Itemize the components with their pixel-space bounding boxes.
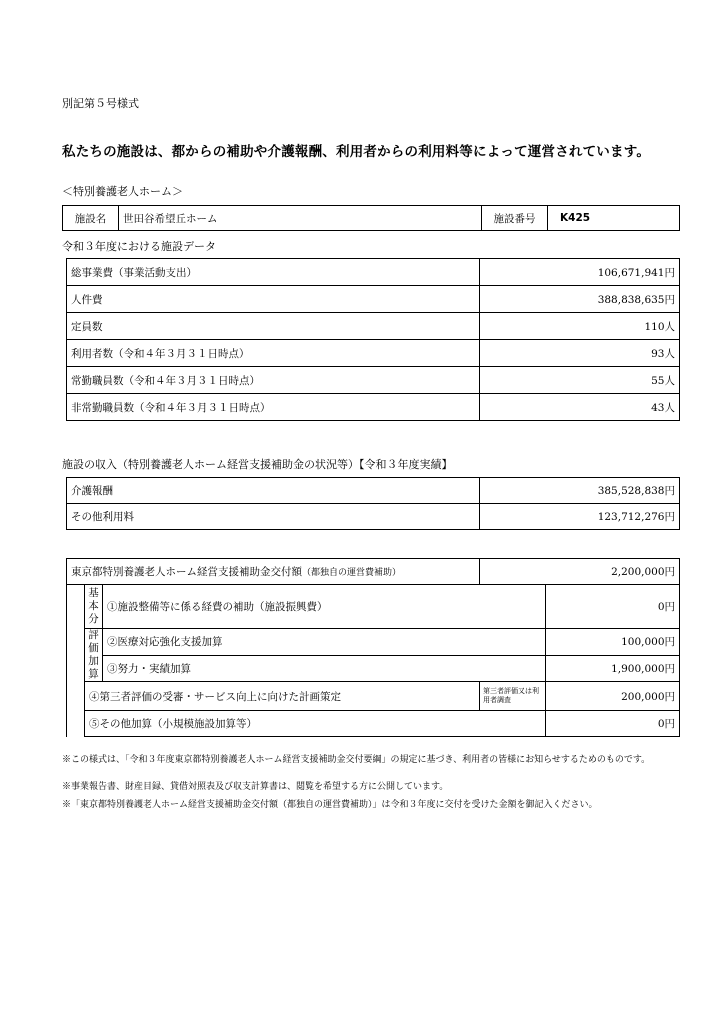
table-row bbox=[67, 655, 680, 682]
form-number: 別記第５号様式 bbox=[62, 97, 139, 110]
item2-value: 100,000円 bbox=[546, 629, 680, 656]
row-value: 385,528,838円 bbox=[480, 478, 680, 504]
table-row bbox=[67, 340, 680, 367]
subsidy-title-main: 東京都特別養護老人ホーム経営支援補助金交付額 bbox=[71, 566, 302, 578]
row-value: 123,712,276円 bbox=[480, 504, 680, 530]
table-row bbox=[67, 394, 680, 421]
subsidy-table bbox=[66, 558, 680, 737]
table-row bbox=[67, 367, 680, 394]
item5-label: ⑤その他加算（小規模施設加算等） bbox=[85, 711, 546, 737]
income-table bbox=[66, 477, 680, 530]
row-label: 総事業費（事業活動支出） bbox=[67, 259, 480, 286]
table-row bbox=[67, 559, 680, 585]
row-value: 106,671,941円 bbox=[480, 259, 680, 286]
item1-label: ①施設整備等に係る経費の補助（施設振興費） bbox=[103, 585, 546, 629]
eval-label: 評価加算 bbox=[85, 629, 103, 682]
row-label: 常勤職員数（令和４年３月３１日時点） bbox=[67, 367, 480, 394]
table-row bbox=[67, 504, 680, 530]
row-value: 110人 bbox=[480, 313, 680, 340]
item1-value: 0円 bbox=[546, 585, 680, 629]
item4-value: 200,000円 bbox=[546, 682, 680, 711]
indent-cell bbox=[67, 585, 85, 737]
note-1: ※この様式は、「令和３年度東京都特別養護老人ホーム経営支援補助金交付要綱」の規定に基づき、利用者の皆様にお知らせするためのものです。 bbox=[62, 755, 651, 765]
item3-value: 1,900,000円 bbox=[546, 655, 680, 682]
row-label: その他利用料 bbox=[67, 504, 480, 530]
facility-data-table bbox=[66, 258, 680, 421]
row-label: 定員数 bbox=[67, 313, 480, 340]
table-row bbox=[67, 313, 680, 340]
table-row bbox=[67, 585, 680, 629]
facility-id-label: 施設番号 bbox=[482, 206, 548, 231]
item4-label: ④第三者評価の受審・サービス向上に向けた計画策定 bbox=[85, 682, 480, 711]
income-section-title: 施設の収入（特別養護老人ホーム経営支援補助金の状況等）【令和３年度実績】 bbox=[62, 458, 453, 471]
subsidy-total: 2,200,000円 bbox=[480, 559, 680, 585]
note-3: ※「東京都特別養護老人ホーム経営支援補助金交付額（都独自の運営費補助）」は令和３年度に交付を受けた金額を御記入ください。 bbox=[62, 800, 598, 810]
item5-value: 0円 bbox=[546, 711, 680, 737]
facility-name: 世田谷希望丘ホーム bbox=[119, 206, 482, 231]
facility-id: K425 bbox=[548, 206, 680, 231]
row-label: 人件費 bbox=[67, 286, 480, 313]
facility-name-label: 施設名 bbox=[63, 206, 119, 231]
facility-table bbox=[62, 205, 680, 231]
table-row bbox=[67, 286, 680, 313]
page-headline: 私たちの施設は、都からの補助や介護報酬、利用者からの利用料等によって運営されています。 bbox=[62, 144, 651, 160]
row-value: 388,838,635円 bbox=[480, 286, 680, 313]
table-row bbox=[67, 682, 680, 711]
row-value: 55人 bbox=[480, 367, 680, 394]
table-row bbox=[67, 259, 680, 286]
row-value: 93人 bbox=[480, 340, 680, 367]
row-label: 非常勤職員数（令和４年３月３１日時点） bbox=[67, 394, 480, 421]
item2-label: ②医療対応強化支援加算 bbox=[103, 629, 546, 656]
data-section-title: 令和３年度における施設データ bbox=[62, 240, 216, 253]
table-row bbox=[67, 478, 680, 504]
row-label: 利用者数（令和４年３月３１日時点） bbox=[67, 340, 480, 367]
row-value: 43人 bbox=[480, 394, 680, 421]
row-label: 介護報酬 bbox=[67, 478, 480, 504]
table-row bbox=[67, 711, 680, 737]
table-row bbox=[67, 629, 680, 656]
subsidy-title bbox=[67, 559, 480, 585]
basic-label: 基本分 bbox=[85, 585, 103, 629]
item3-label: ③努力・実績加算 bbox=[103, 655, 546, 682]
facility-category: ＜特別養護老人ホーム＞ bbox=[62, 185, 183, 198]
item4-note: 第三者評価又は利用者調査 bbox=[480, 682, 546, 711]
note-2: ※事業報告書、財産目録、貸借対照表及び収支計算書は、閲覧を希望する方に公開しています。 bbox=[62, 782, 449, 792]
subsidy-title-note: （都独自の運営費補助） bbox=[302, 568, 402, 578]
